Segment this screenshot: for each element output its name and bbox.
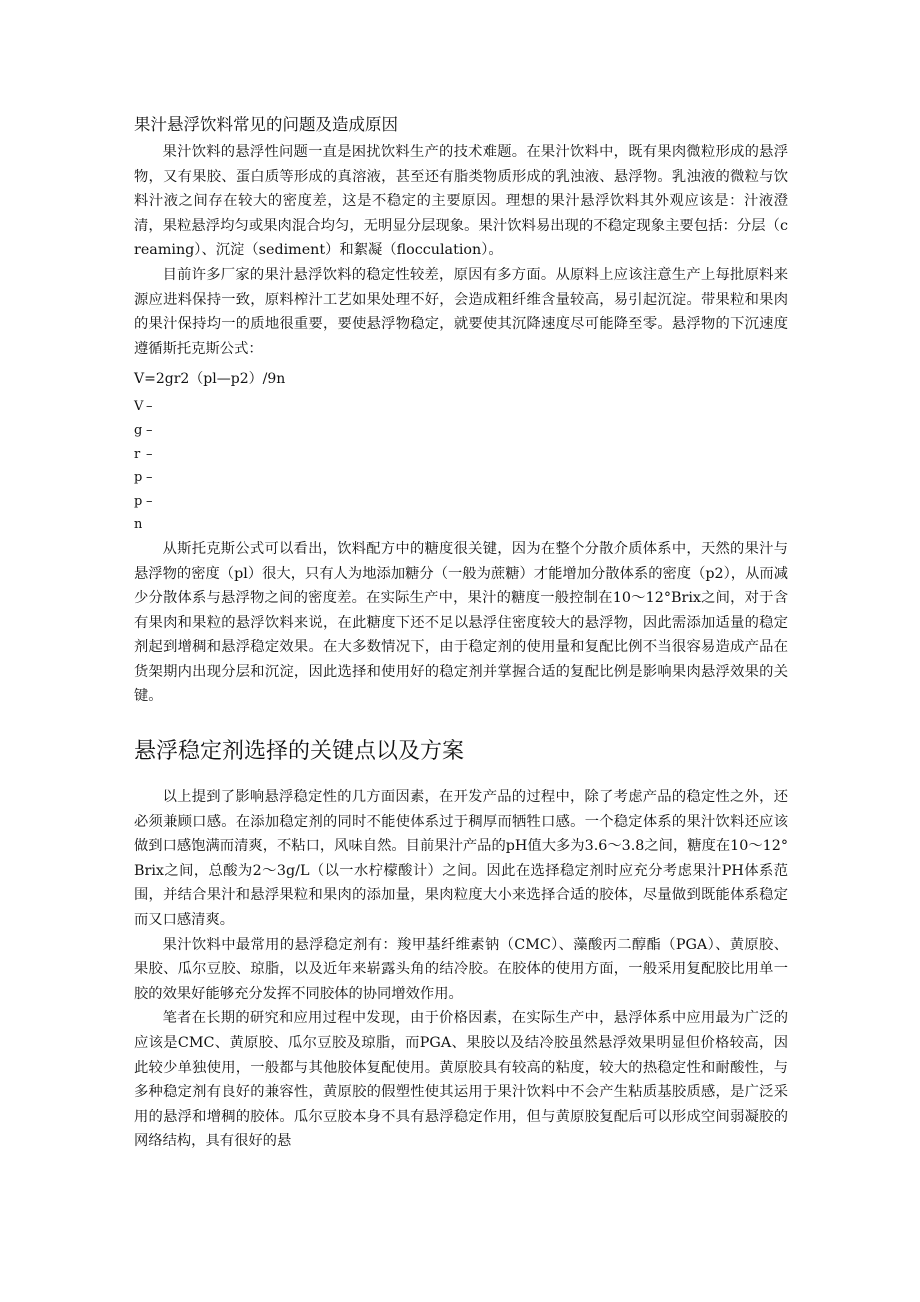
variable-list [134,395,788,537]
variable-dash: – [146,399,153,415]
section1-title: 果汁悬浮饮料常见的问题及造成原因 [134,115,398,134]
section1-paragraph: 从斯托克斯公式可以看出，饮料配方中的糖度很关键，因为在整个分散介质体系中，天然的果汁与悬浮物的密度（pl）很大，只有人为地添加糖分（一般为蔗糖）才能增加分散体系的密度（p2），从而减少分散体系与悬浮物之间的密度差。在实际生产中，果汁的糖度一般控制在10～12°Brix之间，对于含有果肉和果粒的悬浮饮料来说，在此糖度下还不足以悬浮住密度较大的悬浮物，因此需添加适量的稳定剂起到增稠和悬浮稳定效果。在大多数情况下，由于稳定剂的使用量和复配比例不当很容易造成产品在货架期内出现分层和沉淀，因此选择和使用好的稳定剂并掌握合适的复配比例是影响果肉悬浮效果的关键。 [134,540,788,705]
variable-symbol: r [134,446,141,462]
variable-dash: – [146,446,153,462]
variable-symbol: p [134,470,143,486]
variable-row [134,443,788,467]
variable-dash: – [146,493,153,509]
section1-paragraph: 果汁饮料的悬浮性问题一直是困扰饮料生产的技术难题。在果汁饮料中，既有果肉微粒形成的悬浮物，又有果胶、蛋白质等形成的真溶液，甚至还有脂类物质形成的乳浊液、悬浮物。乳浊液的微粒与饮料汁液之间存在较大的密度差，这是不稳定的主要原因。理想的果汁悬浮饮料其外观应该是：汁液澄清，果粒悬浮均匀或果肉混合均匀，无明显分层现象。果汁饮料易出现的不稳定现象主要包括：分层（creaming）、沉淀（sediment）和絮凝（flocculation）。 [134,144,788,259]
variable-dash: – [146,470,153,486]
section1-paragraph: 目前许多厂家的果汁悬浮饮料的稳定性较差，原因有多方面。从原料上应该注意生产上每批原料来源应进料保持一致，原料榨汁工艺如果处理不好，会造成粗纤维含量较高，易引起沉淀。带果粒和果肉的果汁保持均一的质地很重要，要使悬浮物稳定，就要使其沉降速度尽可能降至零。悬浮物的下沉速度遵循斯托克斯公式： [134,266,788,357]
section2-title: 悬浮稳定剂选择的关键点以及方案 [134,739,465,765]
variable-symbol: n [134,517,143,533]
variable-dash: – [146,422,153,438]
variable-row [134,395,788,419]
variable-symbol: V [134,399,144,415]
variable-row [134,513,788,537]
variable-row [134,490,788,514]
variable-symbol: g [134,422,143,438]
variable-symbol: p [134,493,143,509]
variable-row [134,419,788,443]
section2-paragraph: 笔者在长期的研究和应用过程中发现，由于价格因素，在实际生产中，悬浮体系中应用最为广泛的应该是CMC、黄原胶、瓜尔豆胶及琼脂，而PGA、果胶以及结冷胶虽然悬浮效果明显但价格较高，因此较少单独使用，一般都与其他胶体复配使用。黄原胶具有较高的粘度，较大的热稳定性和耐酸性，与多种稳定剂有良好的兼容性，黄原胶的假塑性使其运用于果汁饮料中不会产生粘质基胶质感，是广泛采用的悬浮和增稠的胶体。瓜尔豆胶本身不具有悬浮稳定作用，但与黄原胶复配后可以形成空间弱凝胶的网络结构，具有很好的悬 [134,1010,788,1150]
stokes-formula: V=2gr2（pl—p2）/9n [134,371,286,388]
section2-paragraph: 以上提到了影响悬浮稳定性的几方面因素，在开发产品的过程中，除了考虑产品的稳定性之外，还必须兼顾口感。在添加稳定剂的同时不能使体系过于稠厚而牺牲口感。一个稳定体系的果汁饮料还应该做到口感饱满而清爽，不粘口，风味自然。目前果汁产品的pH值大多为3.6～3.8之间，糖度在10～12°Brix之间，总酸为2～3g/L（以一水柠檬酸计）之间。因此在选择稳定剂时应充分考虑果汁PH体系范围，并结合果汁和悬浮果粒和果肉的添加量，果肉粒度大小来选择合适的胶体，尽量做到既能体系稳定而又口感清爽。 [134,789,788,929]
section2-paragraph: 果汁饮料中最常用的悬浮稳定剂有：羧甲基纤维素钠（CMC）、藻酸丙二醇酯（PGA）、黄原胶、果胶、瓜尔豆胶、琼脂，以及近年来崭露头角的结冷胶。在胶体的使用方面，一般采用复配胶比用单一胶的效果好能够充分发挥不同胶体的协同增效作用。 [134,936,788,1002]
document-page [134,112,788,1154]
variable-row [134,466,788,490]
